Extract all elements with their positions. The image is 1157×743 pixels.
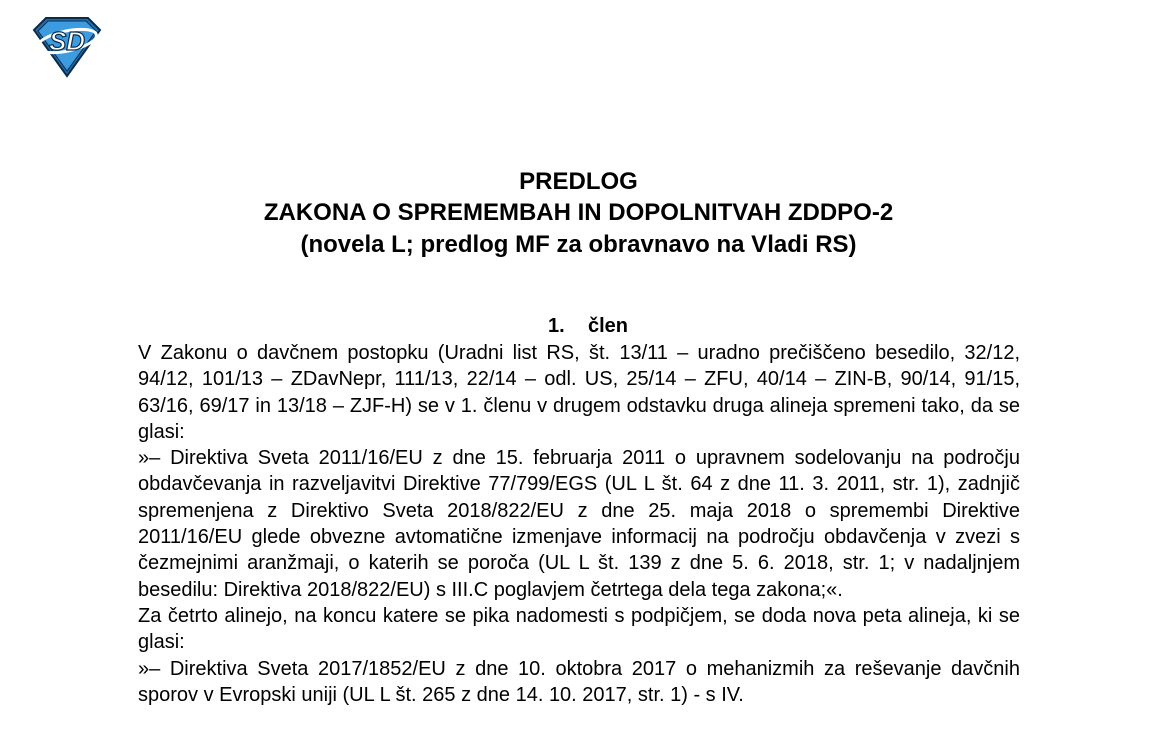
paragraph: V Zakonu o davčnem postopku (Uradni list RS, št. 13/11 – uradno prečiščeno besedilo, 32/12, 94/12, 101/13 – ZDavNepr, 111/13, 22/14 – odl. US, 25/14 – ZFU, 40/14 – ZIN-B, 90/14, 91/15, 63/16, 69/17 in 13/18 – ZJF-H) se v 1. členu v drugem odstavku druga alineja spremeni tako, da se glasi: bbox=[138, 342, 1020, 443]
paragraph: »– Direktiva Sveta 2017/1852/EU z dne 10. oktobra 2017 o mehanizmih za reševanje davčnih sporov v Evropski uniji (UL L št. 265 z dne 14. 10. 2017, str. 1) - s IV. bbox=[138, 657, 1020, 706]
article-label: člen bbox=[588, 315, 629, 337]
paragraph: »– Direktiva Sveta 2011/16/EU z dne 15. februarja 2011 o upravnem sodelovanju na področju obdavčevanja in razveljavitvi Direktive 77/799/EGS (UL L št. 64 z dne 11. 3. 2011, str. 1), zadnjič spremenjena z Direktivo Sveta 2018/822/EU z dne 25. maja 2018 o spremembi Direktive 2011/16/EU glede obvezne avtomatične izmenjave informacij na področju obdavčenja v zvezi s čezmejnimi aranžmaji, o katerih se poroča (UL L št. 139 z dne 5. 6. 2018, str. 1; v nadaljnjem besedilu: Direktiva 2018/822/EU) s III.C poglavjem četrtega dela tega zakona;«. bbox=[138, 447, 1020, 601]
logo-letters: SD bbox=[48, 26, 86, 56]
law-title: ZAKONA O SPREMEMBAH IN DOPOLNITVAH ZDDPO-2 bbox=[263, 199, 894, 226]
article-body bbox=[138, 340, 1020, 708]
document-title: PREDLOG bbox=[519, 168, 638, 195]
sd-logo bbox=[30, 16, 104, 78]
paragraph: Za četrto alinejo, na koncu katere se pika nadomesti s podpičjem, se doda nova peta alineja, ki se glasi: bbox=[138, 604, 1020, 654]
article-number: 1. bbox=[548, 315, 565, 337]
proposal-note: (novela L; predlog MF za obravnavo na Vladi RS) bbox=[300, 231, 857, 258]
article-heading bbox=[548, 313, 628, 339]
